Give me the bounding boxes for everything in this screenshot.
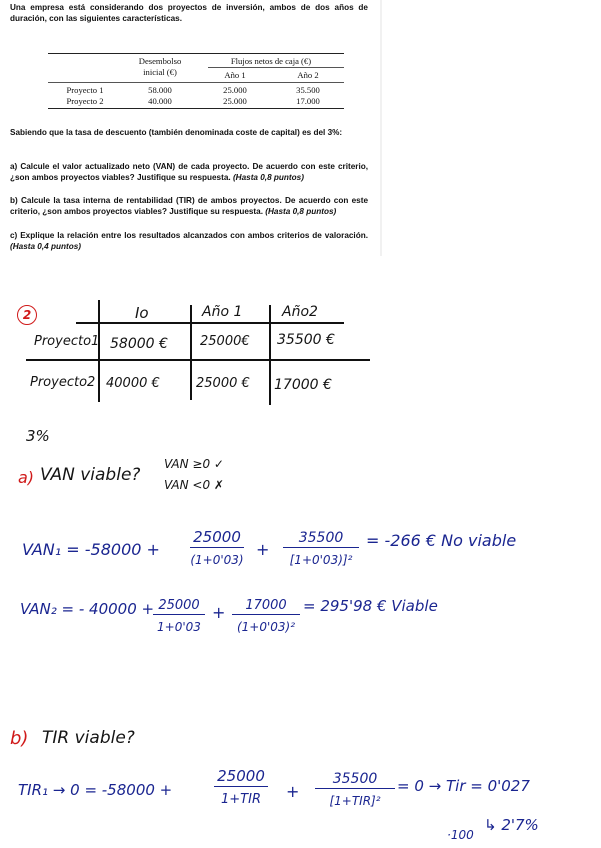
van1-plus: + (256, 540, 270, 559)
row1-year1: 25.000 (223, 85, 247, 95)
part-b-title: TIR viable? (42, 728, 135, 748)
row1-inicial: 58.000 (148, 85, 172, 95)
van1-fraction-bar-1 (190, 547, 244, 548)
van1-num2: 35500 (298, 530, 344, 546)
van2-fraction-bar-2 (232, 614, 300, 615)
header-year2: Año 2 (297, 70, 319, 80)
part-a-title: VAN viable? (40, 465, 141, 485)
grid-row1-year1: 25000€ (200, 334, 250, 349)
circled-number-text: 2 (22, 308, 32, 322)
van2-fraction-bar-1 (153, 614, 205, 615)
question-a-text: a) Calcule el valor actualizado neto (VAN) de cada proyecto. De acuerdo con este criterio, ¿son ambos proyectos viables? Justifique su respuesta. (10, 162, 368, 182)
tir1-plus: + (286, 782, 300, 801)
circled-number (17, 305, 37, 325)
van2-result: = 295'98 € Viable (303, 597, 438, 615)
tir1-den2: [1+TIR]² (329, 794, 381, 808)
van1-lhs: VAN₁ = -58000 + (22, 540, 160, 559)
tir1-lhs: TIR₁ → 0 = -58000 + (18, 781, 173, 799)
printed-statement (0, 0, 380, 256)
question-c (10, 231, 368, 252)
question-b-points: (Hasta 0,8 puntos) (265, 206, 337, 216)
grid-vline-3 (269, 305, 271, 405)
tir1-fraction-2 (315, 768, 395, 809)
row2-year2: 17.000 (296, 96, 320, 106)
van1-den2: [1+0'03)]² (289, 553, 353, 567)
grid-row1-io: 58000 € (110, 336, 168, 352)
grid-vline-2 (190, 305, 192, 400)
table-bottom-rule (48, 108, 344, 109)
header-desembolso-2: inicial (€) (143, 67, 177, 77)
header-desembolso-1: Desembolso (138, 56, 182, 66)
header-bottom-rule (48, 82, 344, 83)
grid-row1-year2: 35500 € (277, 332, 335, 348)
row1-name: Proyecto 1 (66, 85, 104, 95)
part-a-rule-negative: VAN <0 ✗ (164, 478, 224, 492)
tir1-result: = 0 → Tir = 0'027 (397, 777, 530, 795)
grid-vline-1 (98, 300, 100, 402)
grid-header-year2: Año2 (282, 304, 318, 320)
grid-row2-year2: 17000 € (274, 377, 332, 393)
grid-row2-io: 40000 € (106, 376, 160, 391)
grid-header-year1: Año 1 (202, 304, 243, 320)
rate-statement: Sabiendo que la tasa de descuento (también denominada coste de capital) es del 3%: (10, 128, 343, 137)
tir1-num1: 25000 (217, 767, 265, 785)
grid-header-io: Io (135, 304, 149, 322)
row2-name: Proyecto 2 (66, 96, 104, 106)
question-a-points: (Hasta 0,8 puntos) (232, 172, 304, 182)
row2-inicial: 40.000 (148, 96, 172, 106)
grid-row1-name: Proyecto1 (34, 334, 100, 349)
tir1-fraction-bar-2 (315, 788, 395, 789)
discount-rate: 3% (26, 427, 50, 445)
question-b (10, 196, 368, 217)
van2-num1: 25000 (158, 598, 200, 613)
van1-fraction-bar-2 (283, 547, 359, 548)
header-year1: Año 1 (224, 70, 246, 80)
van1-num1: 25000 (193, 528, 241, 546)
van1-result: = -266 € No viable (366, 531, 517, 550)
question-b-text: b) Calcule la tasa interna de rentabilidad (TIR) de ambos proyectos. De acuerdo con este criterio, ¿son ambos proyectos viables? Justifique su respuesta. (10, 196, 368, 216)
question-c-points: (Hasta 0,4 puntos) (10, 241, 81, 251)
part-a-rule-positive: VAN ≥0 ✓ (164, 457, 224, 471)
grid-row2-name: Proyecto2 (30, 375, 96, 390)
row1-year2: 35.500 (296, 85, 320, 95)
van2-den1: 1+0'03 (157, 620, 201, 634)
van2-fraction-1 (153, 594, 205, 635)
van1-den1: (1+0'03) (190, 553, 244, 567)
van1-fraction-2 (283, 527, 359, 568)
tir1-note-right: ↳ 2'7% (484, 816, 539, 834)
van2-fraction-2 (232, 594, 300, 635)
row2-year1: 25.000 (223, 96, 247, 106)
statement-intro: Una empresa está considerando dos proyectos de inversión, ambos de dos años de duración, con las siguientes características. (10, 3, 368, 23)
tir1-num2: 35500 (332, 771, 378, 787)
van2-plus: + (212, 603, 226, 622)
question-c-text: c) Explique la relación entre los resultados alcanzados con ambos criterios de valoración. (10, 231, 368, 240)
question-a (10, 162, 368, 183)
header-sub-rule (208, 67, 344, 68)
grid-hline-1 (76, 322, 344, 324)
tir1-note-left: ·100 (447, 828, 474, 842)
tir1-fraction-bar-1 (214, 786, 268, 787)
part-a-label: a) (18, 468, 35, 487)
van2-num2: 17000 (245, 598, 287, 613)
part-b-label: b) (10, 728, 29, 749)
van1-fraction-1 (190, 527, 244, 568)
grid-hline-2 (26, 359, 370, 361)
van2-den2: (1+0'03)² (236, 620, 296, 634)
van2-lhs: VAN₂ = - 40000 + (20, 600, 155, 618)
header-flujos: Flujos netos de caja (€) (230, 56, 312, 66)
grid-row2-year1: 25000 € (196, 376, 250, 391)
table-top-rule (48, 53, 344, 54)
tir1-den1: 1+TIR (221, 792, 261, 807)
tir1-fraction-1 (214, 766, 268, 807)
